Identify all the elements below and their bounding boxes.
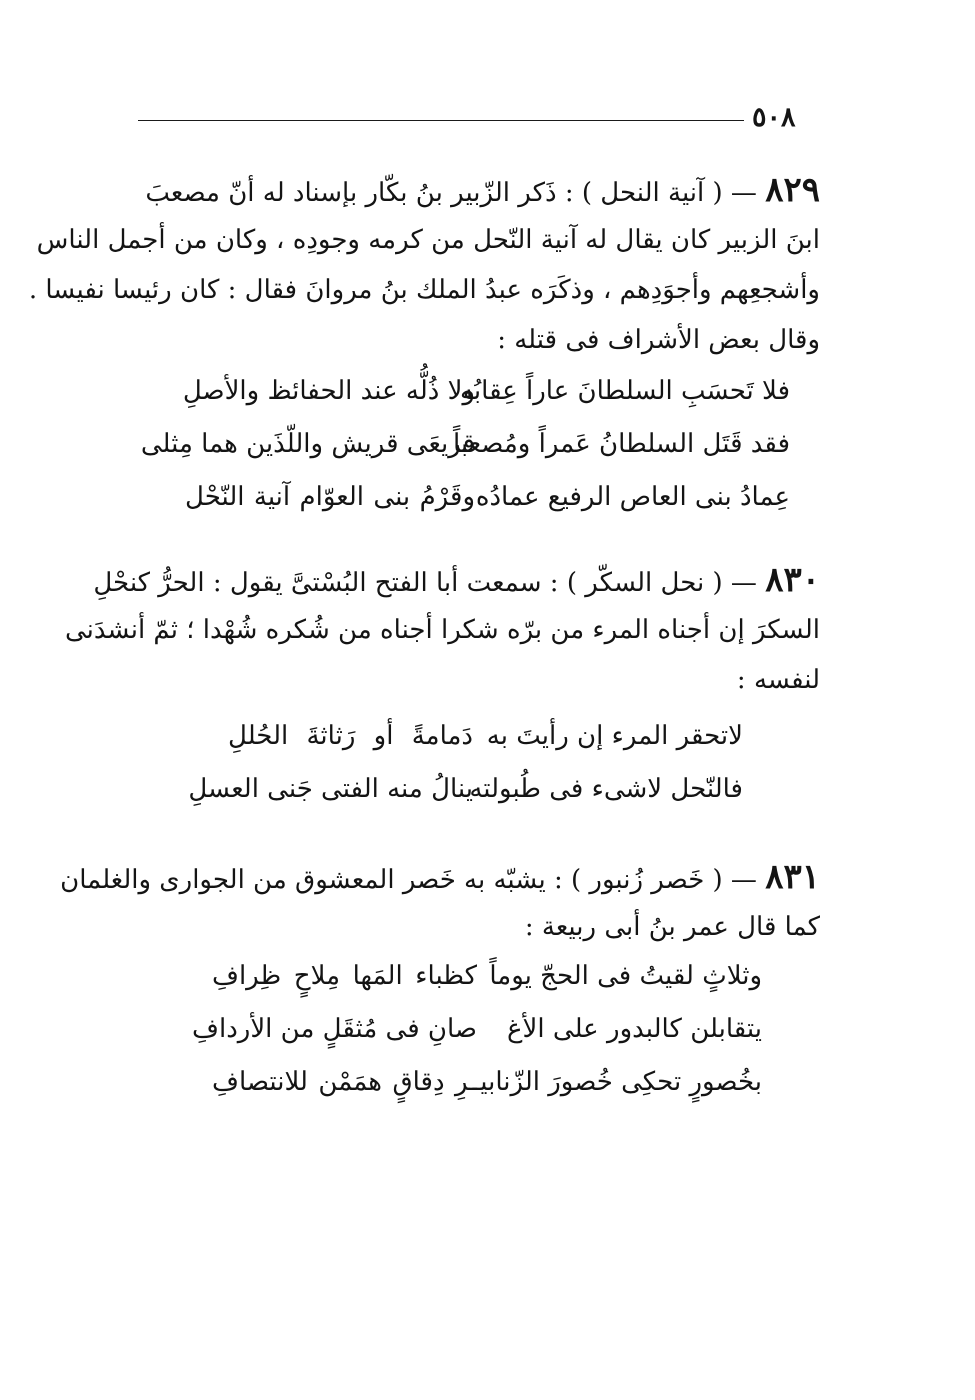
- header-rule: [138, 120, 744, 121]
- verse-first-hemistich: وثلاثٍ لقيتُ فى الحجّ يوماً: [489, 961, 762, 991]
- entry-829-line-3: وأشجعِهم وأجوَدِهم ، وذكَرَه عبدُ الملك بنُ مروانَ فقال : كان رئيسا نفيسا .: [28, 275, 820, 305]
- entry-829-text: [28, 165, 820, 365]
- verse-second-hemistich: قريعَى قريش واللّذَين هما مِثلى: [140, 429, 475, 459]
- entry-831-text: [60, 852, 820, 952]
- page-number: ٥٠٨: [752, 102, 796, 133]
- entry-831-line-1: ٨٣١ — ( خَصر زُنبور ) : يشبّه به خَصر المعشوق من الجوارى والغلمان: [60, 857, 820, 897]
- verse-row: [182, 365, 790, 418]
- entry-829-verses: [140, 365, 790, 524]
- verse-row: [185, 471, 790, 524]
- entry-829-line-4: وقال بعض الأشراف فى قتله :: [497, 325, 820, 355]
- verse-row: [212, 950, 762, 1003]
- verse-second-hemistich: وقَرْمُ بنى العوّام آنية النّحْل: [185, 482, 475, 512]
- verse-first-hemistich: عِمادُ بنى العاص الرفيع عمادُه: [475, 482, 790, 512]
- verse-second-hemistich: كظباء المَها مِلاحٍ ظِرافِ: [212, 961, 477, 991]
- entry-number: ٨٣٠: [765, 560, 820, 600]
- entry-830-line-2: السكرَ إن أجناه المرء من برّه شكرا أجناه من شُكره شُهْدا ؛ ثمّ أنشدَنى: [64, 615, 820, 645]
- entry-830-line-3: لنفسه :: [736, 665, 820, 695]
- entry-number: ٨٣١: [765, 857, 820, 897]
- verse-row: [140, 418, 790, 471]
- entry-830-line-1: ٨٣٠ — ( نحل السكّر ) : سمعت أبا الفتح البُسْتىَّ يقول : الحرُّ كنحْلِ: [93, 560, 820, 600]
- verse-row: [192, 1003, 762, 1056]
- entry-829-line-2: ابنَ الزبير كان يقال له آنية النّحل من كرمه وجودِه ، وكان من أجمل الناس: [36, 225, 820, 255]
- verse-second-hemistich: صانِ فى مُثقَلٍ من الأردافِ: [192, 1014, 477, 1044]
- verse-first-hemistich: فلا تَحسَبِ السلطانَ عاراً عِقابُه: [459, 376, 790, 406]
- entry-831-line-2: كما قال عمر بنُ أبى ربيعة :: [524, 912, 820, 942]
- verse-first-hemistich: لاتحقر المرء إن رأيتَ به: [486, 721, 743, 751]
- entry-829-line-1: ٨٢٩ — ( آنية النحل ) : ذَكر الزّبير بنُ بكّار بإسناد له أنّ مصعبَ: [145, 170, 820, 210]
- verse-second-hemistich: ينالُ منه الفتى جَنى العسلِ: [188, 774, 473, 804]
- verse-second-hemistich: ولا ذُلُّه عند الحفائظ والأصلِ: [182, 376, 475, 406]
- entry-831-verses: [192, 950, 762, 1109]
- entry-830-verses: [188, 710, 743, 816]
- verse-row: [228, 710, 743, 763]
- verse-second-hemistich: ـرِ دِقاقٍ همَمْن للانتصافِ: [212, 1067, 477, 1097]
- verse-first-hemistich: بخُصورٍ تحكِى خُصورَ الزّنابيـ: [472, 1067, 762, 1097]
- verse-row: [212, 1056, 762, 1109]
- entry-number: ٨٢٩: [765, 170, 820, 210]
- verse-second-hemistich: دَمامةً أو رَثاثةَ الحُللِ: [228, 721, 473, 751]
- verse-first-hemistich: يتقابلن كالبدور على الأغ: [507, 1014, 762, 1044]
- entry-830-text: [64, 555, 820, 705]
- verse-first-hemistich: فقد قَتَل السلطانُ عَمراً ومُصعباً: [453, 429, 790, 459]
- verse-row: [188, 763, 743, 816]
- verse-first-hemistich: فالنّحل لاشىء فى طُبولته: [469, 774, 743, 804]
